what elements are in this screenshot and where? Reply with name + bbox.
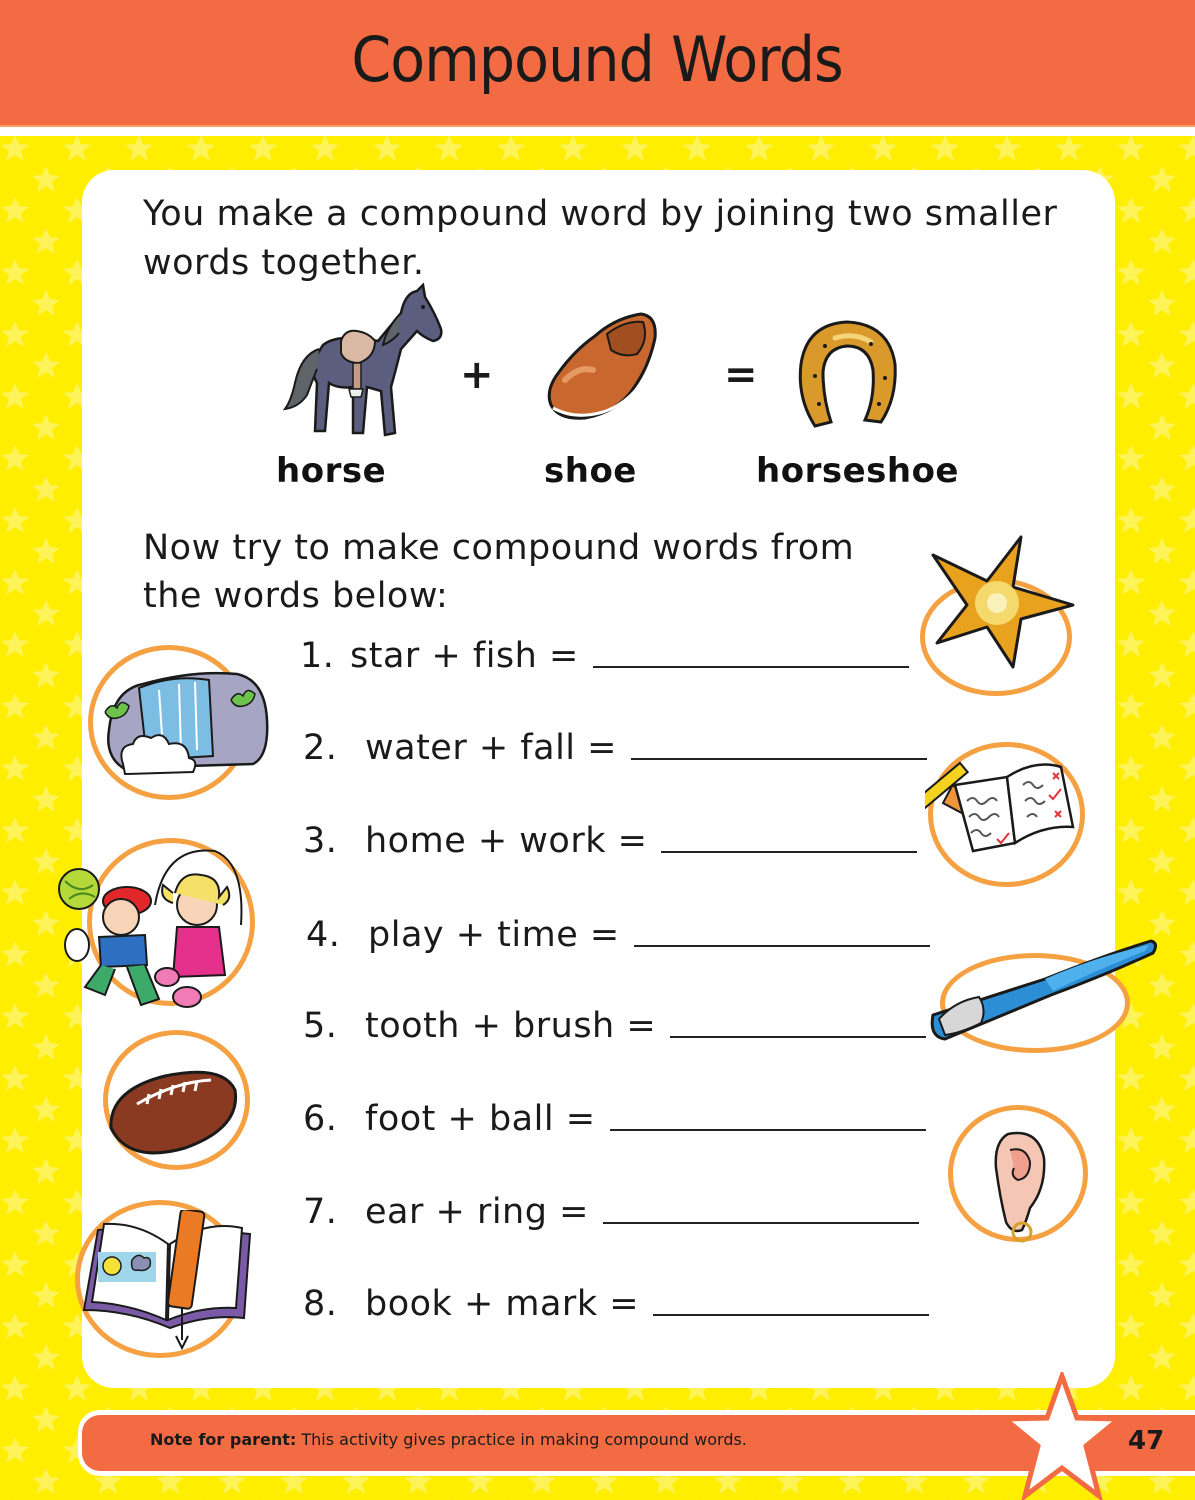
exercise-item-4	[306, 915, 930, 955]
equals-sign: =	[724, 352, 758, 398]
earring-icon	[990, 1128, 1050, 1246]
item-number: 3.	[303, 821, 338, 861]
item-number: 1.	[300, 636, 335, 676]
answer-blank-2[interactable]	[631, 758, 927, 760]
exercise-item-6	[303, 1099, 926, 1139]
answer-blank-7[interactable]	[603, 1222, 919, 1224]
waterfall-icon	[103, 660, 273, 780]
item-expression: water + fall =	[365, 728, 617, 768]
bookmark-icon	[78, 1210, 258, 1350]
item-expression: book + mark =	[365, 1284, 640, 1324]
exercise-item-2	[303, 728, 927, 768]
item-number: 8.	[303, 1284, 338, 1324]
item-expression: play + time =	[368, 915, 620, 955]
toothbrush-icon	[925, 935, 1160, 1045]
item-number: 4.	[306, 915, 341, 955]
exercise-item-7	[303, 1192, 919, 1232]
parent-note-label: Note for parent:	[150, 1430, 297, 1449]
football-icon	[105, 1068, 240, 1158]
exercise-item-3	[303, 821, 917, 861]
plus-sign: +	[460, 352, 494, 398]
page-number: 47	[1128, 1426, 1165, 1456]
item-number: 7.	[303, 1192, 338, 1232]
item-expression: home + work =	[365, 821, 648, 861]
example-word-horse: horse	[276, 451, 387, 491]
answer-blank-5[interactable]	[670, 1036, 926, 1038]
exercise-item-5	[303, 1006, 926, 1046]
answer-blank-1[interactable]	[593, 666, 909, 668]
intro-text: You make a compound word by joining two smaller words together.	[143, 194, 1058, 283]
exercise-item-1	[300, 636, 909, 676]
item-expression: ear + ring =	[365, 1192, 589, 1232]
homework-icon	[925, 745, 1085, 860]
item-expression: tooth + brush =	[365, 1006, 657, 1046]
page-title: Compound Words	[351, 23, 844, 96]
parent-note	[150, 1430, 747, 1449]
answer-blank-4[interactable]	[634, 945, 930, 947]
answer-blank-8[interactable]	[653, 1314, 929, 1316]
item-expression: foot + ball =	[365, 1099, 596, 1139]
item-number: 5.	[303, 1006, 338, 1046]
answer-blank-3[interactable]	[661, 851, 917, 853]
answer-blank-6[interactable]	[610, 1129, 926, 1131]
item-number: 2.	[303, 728, 338, 768]
playtime-icon	[55, 845, 255, 1015]
instructions-text: Now try to make compound words from the words below:	[143, 528, 855, 616]
starfish-icon	[925, 535, 1075, 670]
page-header	[0, 0, 1195, 125]
exercise-item-8	[303, 1284, 929, 1324]
header-divider	[0, 125, 1195, 136]
parent-note-text: This activity gives practice in making compound words.	[296, 1430, 747, 1449]
example-word-horseshoe: horseshoe	[756, 451, 959, 491]
item-expression: star + fish =	[350, 636, 579, 676]
star-icon	[1002, 1372, 1122, 1500]
item-number: 6.	[303, 1099, 338, 1139]
example-word-shoe: shoe	[544, 451, 637, 491]
